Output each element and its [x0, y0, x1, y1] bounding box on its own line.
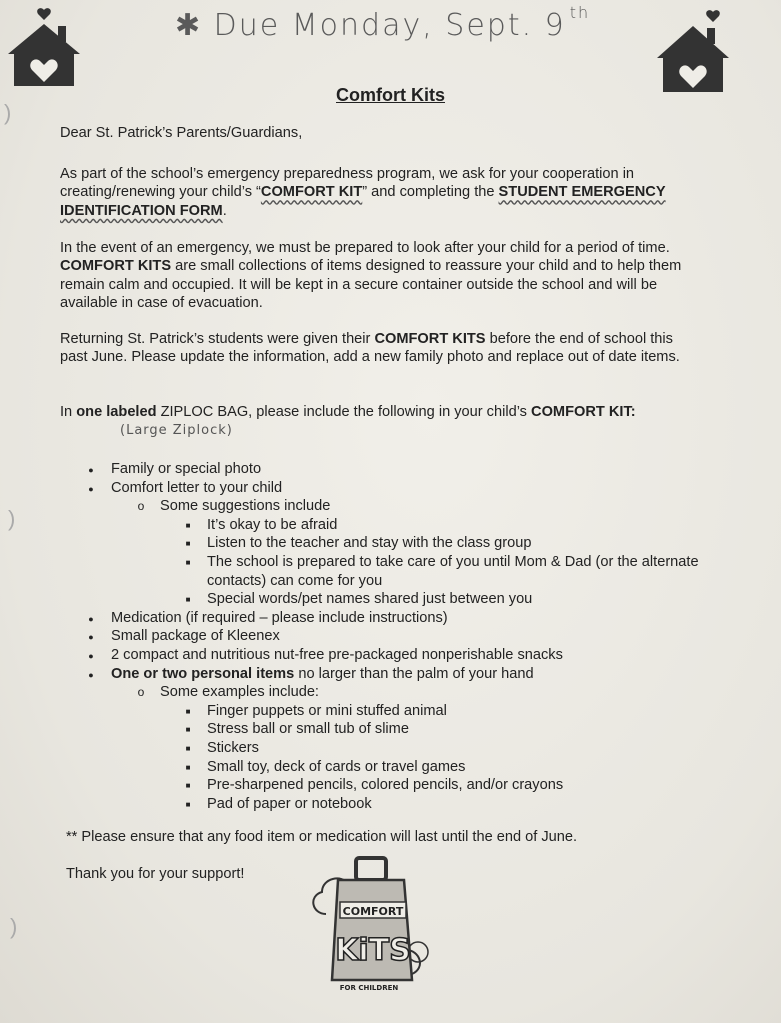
greeting: Dear St. Patrick’s Parents/Guardians,	[60, 125, 303, 141]
square-bullet-icon: ■	[185, 781, 191, 791]
paragraph-emergency: In the event of an emergency, we must be prepared to look after your child for a period of time. COMFORT KITS are small collections of items designed to reassure your child and to help them remain calm and occupied. It will be kept in a secure container outside the school and will be available in case of evacuation.	[60, 240, 682, 312]
square-bullet-icon: ■	[185, 557, 191, 567]
list-item: ■ Pre-sharpened pencils, colored pencils, and/or crayons	[84, 776, 704, 795]
circle-bullet-icon: o	[137, 499, 145, 514]
due-note-superscript: th	[569, 3, 591, 22]
bullet-icon: ●	[88, 613, 94, 624]
square-bullet-icon: ■	[185, 520, 191, 530]
list-item: ■ The school is prepared to take care of you until Mom & Dad (or the alternate contacts) can come for you	[84, 553, 704, 590]
bag-size-handwritten-note: (Large Ziplock)	[120, 423, 233, 439]
square-bullet-icon: ■	[185, 706, 191, 716]
square-bullet-icon: ■	[185, 743, 191, 753]
bullet-icon: ●	[88, 632, 94, 643]
bullet-icon: ●	[88, 650, 94, 661]
house-heart-icon	[655, 8, 731, 94]
list-item: ■ Stress ball or small tub of slime	[84, 720, 704, 739]
list-item: ● Comfort letter to your child	[84, 479, 704, 498]
items-list	[84, 460, 704, 813]
circle-bullet-icon: o	[137, 685, 145, 700]
comfort-kits-logo	[296, 852, 446, 994]
bullet-icon: ●	[88, 483, 94, 494]
logo-line1: COMFORT	[342, 905, 404, 918]
square-bullet-icon: ■	[185, 799, 191, 809]
list-item: ■ Listen to the teacher and stay with the class group	[84, 534, 704, 553]
bullet-icon: ●	[88, 465, 94, 475]
list-item: ■ Stickers	[84, 739, 704, 758]
form-name-emphasis: STUDENT EMERGENCY IDENTIFICATION FORM	[60, 184, 666, 219]
paragraph-returning: Returning St. Patrick’s students were given their COMFORT KITS before the end of school this past June. Please update the information, add a new family photo and replace out of date items.	[60, 331, 680, 366]
list-item: o Some suggestions include	[84, 497, 704, 516]
list-item: ● Family or special photo	[84, 460, 704, 479]
list-item: ■ Finger puppets or mini stuffed animal	[84, 702, 704, 721]
list-item: ■ Special words/pet names shared just between you	[84, 590, 704, 609]
list-item: ■ It’s okay to be afraid	[84, 516, 704, 535]
page-title: Comfort Kits	[336, 85, 445, 105]
bullet-icon: ●	[88, 669, 94, 680]
list-item: ● Medication (if required – please include instructions)	[84, 609, 704, 628]
list-item: ■ Small toy, deck of cards or travel games	[84, 758, 704, 777]
due-note-text: ✱ Due Monday, Sept. 9	[175, 8, 566, 43]
square-bullet-icon: ■	[185, 762, 191, 772]
logo-line3: FOR CHILDREN	[339, 984, 399, 992]
square-bullet-icon: ■	[185, 725, 191, 735]
house-heart-icon	[6, 6, 82, 88]
food-medication-note: ** Please ensure that any food item or medication will last until the end of June.	[66, 829, 578, 845]
margin-mark: )	[4, 100, 12, 125]
paragraph-instructions: In one labeled ZIPLOC BAG, please include the following in your child’s COMFORT KIT:(Large Ziplock)	[60, 404, 636, 439]
list-item: ■ Pad of paper or notebook	[84, 795, 704, 814]
logo-line2: KiTS	[335, 933, 411, 968]
paragraph-intro: As part of the school’s emergency preparedness program, we ask for your cooperation in creating/renewing your child’s “COMFORT KIT” and completing the STUDENT EMERGENCY IDENTIFICATION FORM.	[60, 166, 666, 219]
list-item: o Some examples include:	[84, 683, 704, 702]
square-bullet-icon: ■	[185, 539, 191, 549]
due-date-handwritten-note	[175, 3, 591, 43]
margin-mark: )	[10, 914, 18, 939]
margin-mark: )	[8, 506, 16, 531]
comfort-kit-emphasis: COMFORT KIT	[260, 184, 363, 201]
closing-thanks: Thank you for your support!	[66, 866, 245, 882]
list-item: ● One or two personal items no larger than the palm of your hand	[84, 665, 704, 684]
list-item: ● 2 compact and nutritious nut-free pre-packaged nonperishable snacks	[84, 646, 704, 665]
list-item: ● Small package of Kleenex	[84, 627, 704, 646]
square-bullet-icon: ■	[185, 595, 191, 605]
